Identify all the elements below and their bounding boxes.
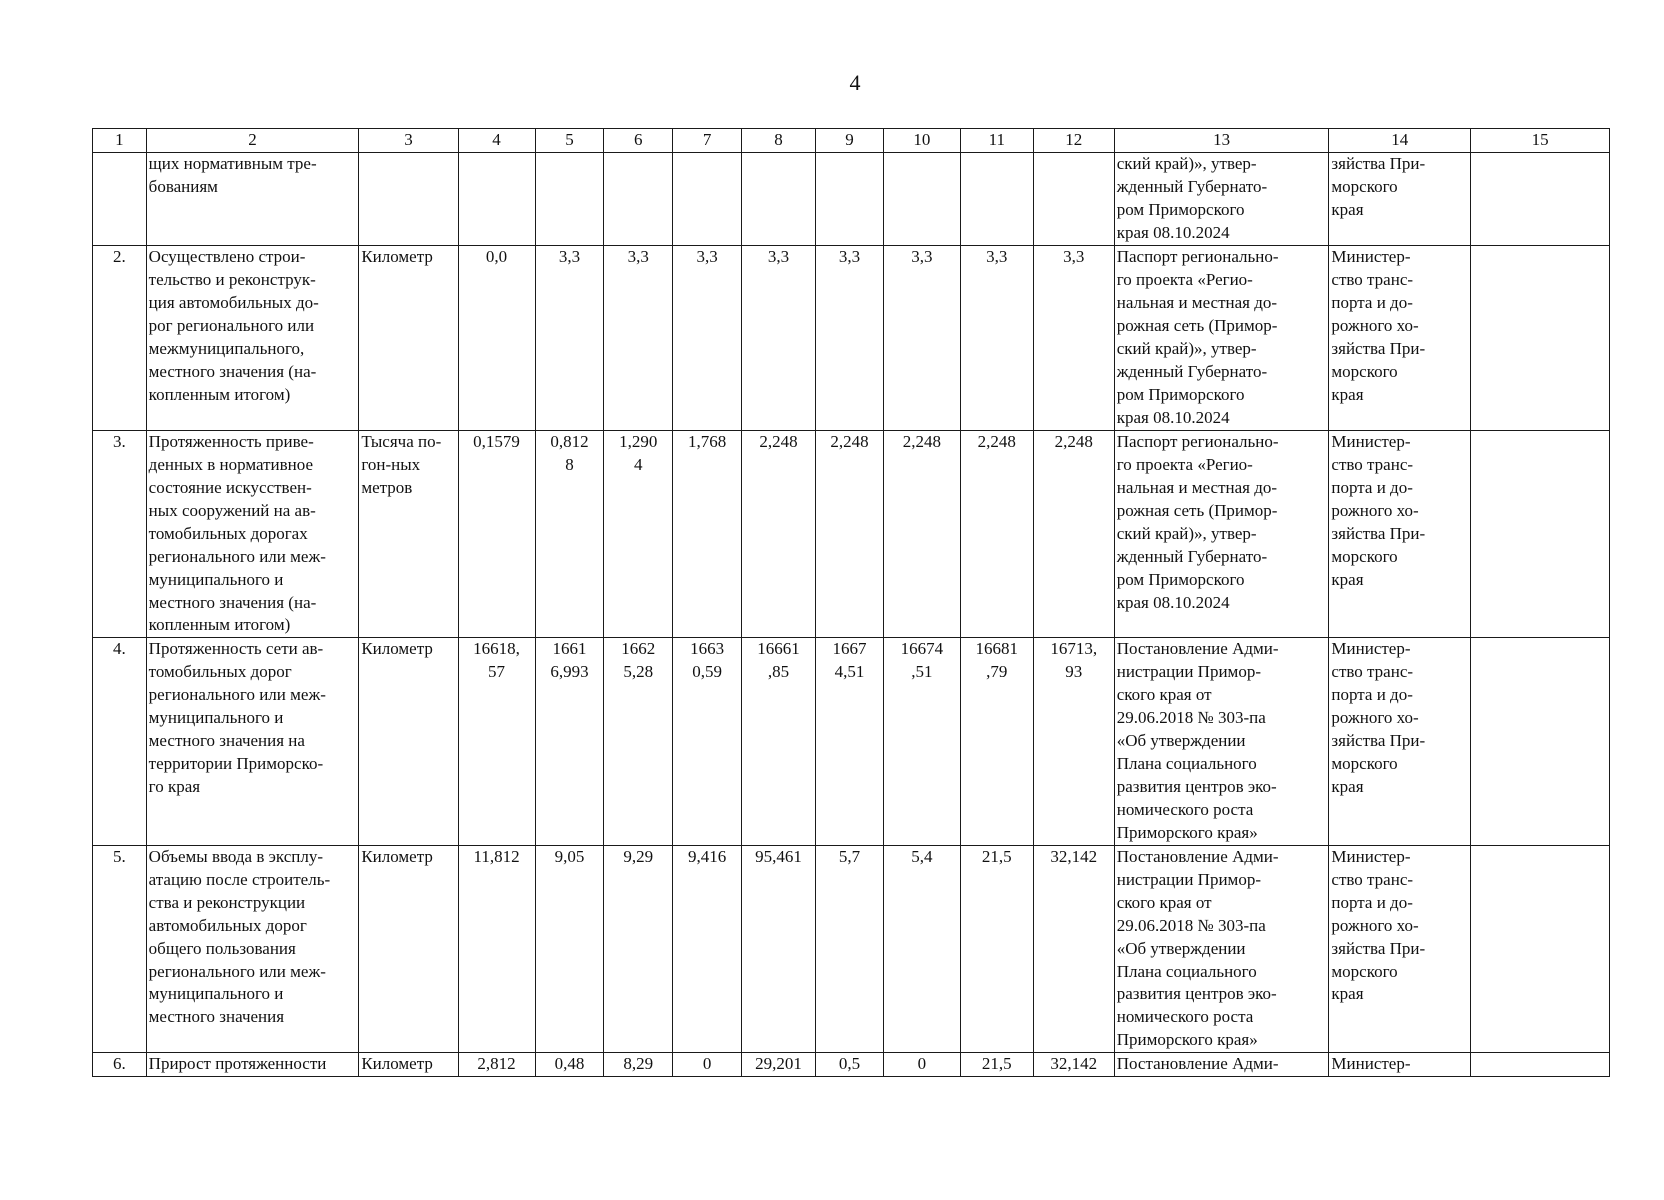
source-document-cell: Постановление Адми- нистрации Примор- ского края от 29.06.2018 № 303-па «Об утверждении Плана социального развития центров эко- номического роста Приморского края»	[1114, 638, 1329, 845]
unit-cell: Километр	[359, 245, 458, 430]
responsible-body-cell: Министер- ство транс- порта и до- рожного хо- зяйства При- морского края	[1329, 245, 1471, 430]
column-numbers-row	[93, 129, 1610, 153]
value-cell: 2,248	[960, 430, 1033, 637]
column-number-header: 13	[1114, 129, 1329, 153]
value-cell: 3,3	[960, 245, 1033, 430]
value-cell: 3,3	[673, 245, 742, 430]
column-number-header: 4	[458, 129, 535, 153]
value-cell	[673, 152, 742, 245]
note-cell	[1471, 638, 1610, 845]
value-cell: 1667 4,51	[816, 638, 884, 845]
column-number-header: 15	[1471, 129, 1610, 153]
column-number-header: 12	[1033, 129, 1114, 153]
source-document-cell: ский край)», утвер- жденный Губернато- ром Приморского края 08.10.2024	[1114, 152, 1329, 245]
indicator-name-cell: щих нормативным тре- бованиям	[146, 152, 359, 245]
value-cell: 3,3	[816, 245, 884, 430]
value-cell: 3,3	[1033, 245, 1114, 430]
value-cell: 9,416	[673, 845, 742, 1052]
value-cell	[883, 152, 960, 245]
page-number: 4	[849, 70, 861, 95]
value-cell	[604, 152, 673, 245]
column-number-header: 9	[816, 129, 884, 153]
row-number-cell: 5.	[93, 845, 147, 1052]
value-cell: 2,248	[883, 430, 960, 637]
unit-cell: Километр	[359, 1053, 458, 1077]
row-number-cell: 2.	[93, 245, 147, 430]
value-cell: 32,142	[1033, 845, 1114, 1052]
value-cell: 1,290 4	[604, 430, 673, 637]
unit-cell	[359, 152, 458, 245]
indicator-name-cell: Прирост протяженности	[146, 1053, 359, 1077]
responsible-body-cell: Министер- ство транс- порта и до- рожного хо- зяйства При- морского края	[1329, 845, 1471, 1052]
value-cell: 2,248	[816, 430, 884, 637]
responsible-body-cell: Министер- ство транс- порта и до- рожного хо- зяйства При- морского края	[1329, 430, 1471, 637]
indicator-name-cell: Объемы ввода в эксплу- атацию после строитель- ства и реконструкции автомобильных дорог общего пользования регионального или меж- муниципального и местного значения	[146, 845, 359, 1052]
column-number-header: 8	[742, 129, 816, 153]
indicator-name-cell: Осуществлено строи- тельство и реконструк- ция автомобильных до- рог регионального или межмуниципального, местного значения (на- копленным итогом)	[146, 245, 359, 430]
value-cell: 0,48	[535, 1053, 604, 1077]
value-cell: 1663 0,59	[673, 638, 742, 845]
value-cell: 16713, 93	[1033, 638, 1114, 845]
source-document-cell: Паспорт регионально- го проекта «Регио- нальная и местная до- рожная сеть (Примор- ский край)», утвер- жденный Губернато- ром Приморского края 08.10.2024	[1114, 430, 1329, 637]
value-cell: 16618, 57	[458, 638, 535, 845]
value-cell: 3,3	[535, 245, 604, 430]
note-cell	[1471, 245, 1610, 430]
value-cell: 3,3	[742, 245, 816, 430]
table-row	[93, 430, 1610, 637]
indicators-table	[92, 128, 1610, 1077]
value-cell: 5,7	[816, 845, 884, 1052]
note-cell	[1471, 152, 1610, 245]
source-document-cell: Паспорт регионально- го проекта «Регио- нальная и местная до- рожная сеть (Примор- ский край)», утвер- жденный Губернато- ром Приморского края 08.10.2024	[1114, 245, 1329, 430]
value-cell: 29,201	[742, 1053, 816, 1077]
indicator-name-cell: Протяженность приве- денных в нормативное состояние искусствен- ных сооружений на ав- томобильных дорогах регионального или меж- муниципального и местного значения (на- копленным итогом)	[146, 430, 359, 637]
value-cell: 9,29	[604, 845, 673, 1052]
table-row	[93, 845, 1610, 1052]
column-number-header: 1	[93, 129, 147, 153]
row-number-cell: 4.	[93, 638, 147, 845]
value-cell: 32,142	[1033, 1053, 1114, 1077]
table-row	[93, 1053, 1610, 1077]
value-cell: 9,05	[535, 845, 604, 1052]
value-cell	[1033, 152, 1114, 245]
column-number-header: 11	[960, 129, 1033, 153]
value-cell	[960, 152, 1033, 245]
unit-cell: Километр	[359, 638, 458, 845]
value-cell: 0,0	[458, 245, 535, 430]
value-cell: 16674 ,51	[883, 638, 960, 845]
value-cell: 16681 ,79	[960, 638, 1033, 845]
value-cell: 95,461	[742, 845, 816, 1052]
column-number-header: 6	[604, 129, 673, 153]
row-number-cell	[93, 152, 147, 245]
value-cell: 1661 6,993	[535, 638, 604, 845]
responsible-body-cell: зяйства При- морского края	[1329, 152, 1471, 245]
column-number-header: 7	[673, 129, 742, 153]
value-cell: 3,3	[883, 245, 960, 430]
value-cell: 21,5	[960, 845, 1033, 1052]
responsible-body-cell: Министер- ство транс- порта и до- рожного хо- зяйства При- морского края	[1329, 638, 1471, 845]
value-cell: 2,248	[1033, 430, 1114, 637]
value-cell: 8,29	[604, 1053, 673, 1077]
value-cell	[535, 152, 604, 245]
note-cell	[1471, 430, 1610, 637]
value-cell: 11,812	[458, 845, 535, 1052]
value-cell: 0,5	[816, 1053, 884, 1077]
column-number-header: 5	[535, 129, 604, 153]
value-cell: 2,248	[742, 430, 816, 637]
unit-cell: Тысяча по- гон-ных метров	[359, 430, 458, 637]
value-cell: 2,812	[458, 1053, 535, 1077]
column-number-header: 14	[1329, 129, 1471, 153]
value-cell: 1662 5,28	[604, 638, 673, 845]
row-number-cell: 6.	[93, 1053, 147, 1077]
value-cell: 0	[883, 1053, 960, 1077]
value-cell: 0,1579	[458, 430, 535, 637]
note-cell	[1471, 1053, 1610, 1077]
source-document-cell: Постановление Адми- нистрации Примор- ского края от 29.06.2018 № 303-па «Об утверждении Плана социального развития центров эко- номического роста Приморского края»	[1114, 845, 1329, 1052]
value-cell: 0,812 8	[535, 430, 604, 637]
note-cell	[1471, 845, 1610, 1052]
value-cell: 5,4	[883, 845, 960, 1052]
indicator-name-cell: Протяженность сети ав- томобильных дорог регионального или меж- муниципального и местного значения на территории Приморско- го края	[146, 638, 359, 845]
column-number-header: 3	[359, 129, 458, 153]
row-number-cell: 3.	[93, 430, 147, 637]
value-cell: 1,768	[673, 430, 742, 637]
responsible-body-cell: Министер-	[1329, 1053, 1471, 1077]
column-number-header: 2	[146, 129, 359, 153]
table-row	[93, 245, 1610, 430]
value-cell	[742, 152, 816, 245]
value-cell: 0	[673, 1053, 742, 1077]
table-row	[93, 152, 1610, 245]
table-row	[93, 638, 1610, 845]
value-cell: 21,5	[960, 1053, 1033, 1077]
unit-cell: Километр	[359, 845, 458, 1052]
value-cell: 3,3	[604, 245, 673, 430]
value-cell: 16661 ,85	[742, 638, 816, 845]
value-cell	[816, 152, 884, 245]
column-number-header: 10	[883, 129, 960, 153]
value-cell	[458, 152, 535, 245]
source-document-cell: Постановление Адми-	[1114, 1053, 1329, 1077]
